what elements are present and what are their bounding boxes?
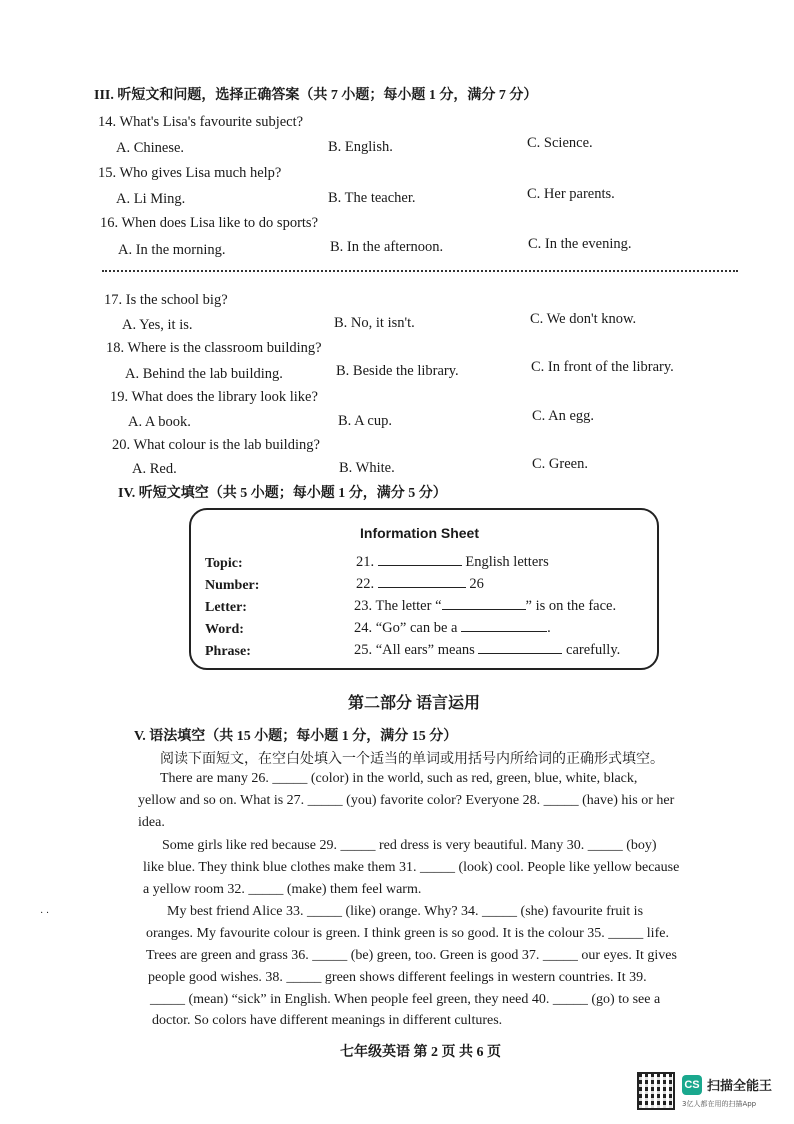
- passage-line-2: yellow and so on. What is 27. _____ (you) favorite color? Everyone 28. _____ (have) his or her: [138, 793, 675, 808]
- row-label-word: Word:: [205, 622, 244, 637]
- section-3-header: III. 听短文和问题，选择正确答案（共 7 小题；每小题 1 分，满分 7 分）: [94, 88, 538, 103]
- passage-line-3: idea.: [138, 815, 165, 830]
- blank-22[interactable]: [378, 575, 466, 588]
- q19-option-b: B. A cup.: [338, 413, 392, 429]
- row-24-number: 24. “Go” can be a: [354, 620, 458, 636]
- q14-option-b: B. English.: [328, 139, 393, 155]
- row-23-after: ” is on the face.: [525, 598, 617, 614]
- q20-option-b: B. White.: [339, 460, 395, 476]
- passage-line-4: Some girls like red because 29. _____ red dress is very beautiful. Many 30. _____ (boy): [162, 838, 657, 853]
- blank-21[interactable]: [378, 553, 462, 566]
- q14-option-a: A. Chinese.: [116, 140, 185, 156]
- row-24-after: .: [547, 620, 551, 636]
- question-16: 16. When does Lisa like to do sports?: [100, 215, 319, 231]
- q16-option-a: A. In the morning.: [118, 242, 226, 258]
- page-footer: 七年级英语 第 2 页 共 6 页: [340, 1045, 501, 1060]
- part-2-title: 第二部分 语言运用: [348, 695, 481, 712]
- passage-line-1: There are many 26. _____ (color) in the world, such as red, green, blue, white, black,: [160, 771, 638, 786]
- q15-option-a: A. Li Ming.: [116, 191, 186, 207]
- q20-option-c: C. Green.: [532, 456, 588, 472]
- row-21: [356, 553, 549, 571]
- q17-option-a: A. Yes, it is.: [122, 317, 193, 333]
- question-15: 15. Who gives Lisa much help?: [98, 165, 282, 181]
- question-20: 20. What colour is the lab building?: [112, 437, 320, 453]
- section-5-instruction: 阅读下面短文，在空白处填入一个适当的单词或用括号内所给词的正确形式填空。: [160, 752, 664, 767]
- q18-option-c: C. In front of the library.: [531, 359, 674, 375]
- passage-line-9: Trees are green and grass 36. _____ (be) green, too. Green is good 37. _____ our eyes. It gives: [146, 948, 677, 963]
- row-label-phrase: Phrase:: [205, 644, 251, 659]
- scanner-app-name: 扫描全能王: [707, 1079, 773, 1094]
- scan-specks: · ·: [40, 908, 50, 919]
- blank-24[interactable]: [461, 619, 547, 632]
- row-24: [354, 619, 551, 637]
- row-label-letter: Letter:: [205, 600, 247, 615]
- row-23-number: 23. The letter “: [354, 598, 442, 614]
- q14-option-c: C. Science.: [527, 135, 593, 151]
- blank-25[interactable]: [478, 641, 562, 654]
- camscanner-logo-icon: CS: [682, 1075, 702, 1095]
- row-22-number: 22.: [356, 576, 375, 592]
- blank-23[interactable]: [442, 597, 526, 610]
- row-23: [354, 597, 616, 615]
- q19-option-c: C. An egg.: [532, 408, 595, 424]
- row-25-after: carefully.: [566, 642, 621, 658]
- question-17: 17. Is the school big?: [104, 292, 228, 308]
- passage-line-8: oranges. My favourite colour is green. I think green is so good. It is the colour 35. _____ life.: [146, 926, 669, 941]
- q16-option-b: B. In the afternoon.: [330, 239, 444, 255]
- question-14: 14. What's Lisa's favourite subject?: [98, 114, 304, 130]
- row-22-after: 26: [469, 576, 484, 592]
- section-4-header: IV. 听短文填空（共 5 小题；每小题 1 分，满分 5 分）: [118, 486, 447, 501]
- q15-option-c: C. Her parents.: [527, 186, 615, 202]
- q17-option-c: C. We don't know.: [530, 311, 637, 327]
- section-5-header: V. 语法填空（共 15 小题；每小题 1 分，满分 15 分）: [134, 729, 458, 744]
- passage-line-6: a yellow room 32. _____ (make) them feel warm.: [143, 882, 422, 897]
- passage-line-5: like blue. They think blue clothes make them 31. _____ (look) cool. People like yellow because: [143, 860, 680, 875]
- row-22: [356, 575, 484, 593]
- row-21-number: 21.: [356, 554, 375, 570]
- q18-option-b: B. Beside the library.: [336, 363, 459, 379]
- question-19: 19. What does the library look like?: [110, 389, 318, 405]
- scanner-app-tagline: 3亿人都在用的扫描App: [682, 1100, 757, 1108]
- q15-option-b: B. The teacher.: [328, 190, 416, 206]
- qr-code-icon: [637, 1072, 675, 1110]
- passage-line-7: My best friend Alice 33. _____ (like) orange. Why? 34. _____ (she) favourite fruit is: [167, 904, 644, 919]
- row-25: [354, 641, 620, 659]
- information-sheet-title: Information Sheet: [360, 525, 480, 541]
- row-21-after: English letters: [465, 554, 549, 570]
- passage-line-11: _____ (mean) “sick” in English. When people feel green, they need 40. _____ (go) to see a: [150, 992, 661, 1007]
- q18-option-a: A. Behind the lab building.: [125, 366, 283, 382]
- passage-line-12: doctor. So colors have different meanings in different cultures.: [152, 1013, 503, 1028]
- dotted-separator: [102, 270, 738, 272]
- passage-line-10: people good wishes. 38. _____ green shows different feelings in western countries. It 39.: [148, 970, 647, 985]
- q16-option-c: C. In the evening.: [528, 236, 632, 252]
- row-25-number: 25. “All ears” means: [354, 642, 475, 658]
- row-label-topic: Topic:: [205, 556, 243, 571]
- q17-option-b: B. No, it isn't.: [334, 315, 415, 331]
- question-18: 18. Where is the classroom building?: [106, 340, 322, 356]
- q19-option-a: A. A book.: [128, 414, 191, 430]
- row-label-number: Number:: [205, 578, 260, 593]
- q20-option-a: A. Red.: [132, 461, 177, 477]
